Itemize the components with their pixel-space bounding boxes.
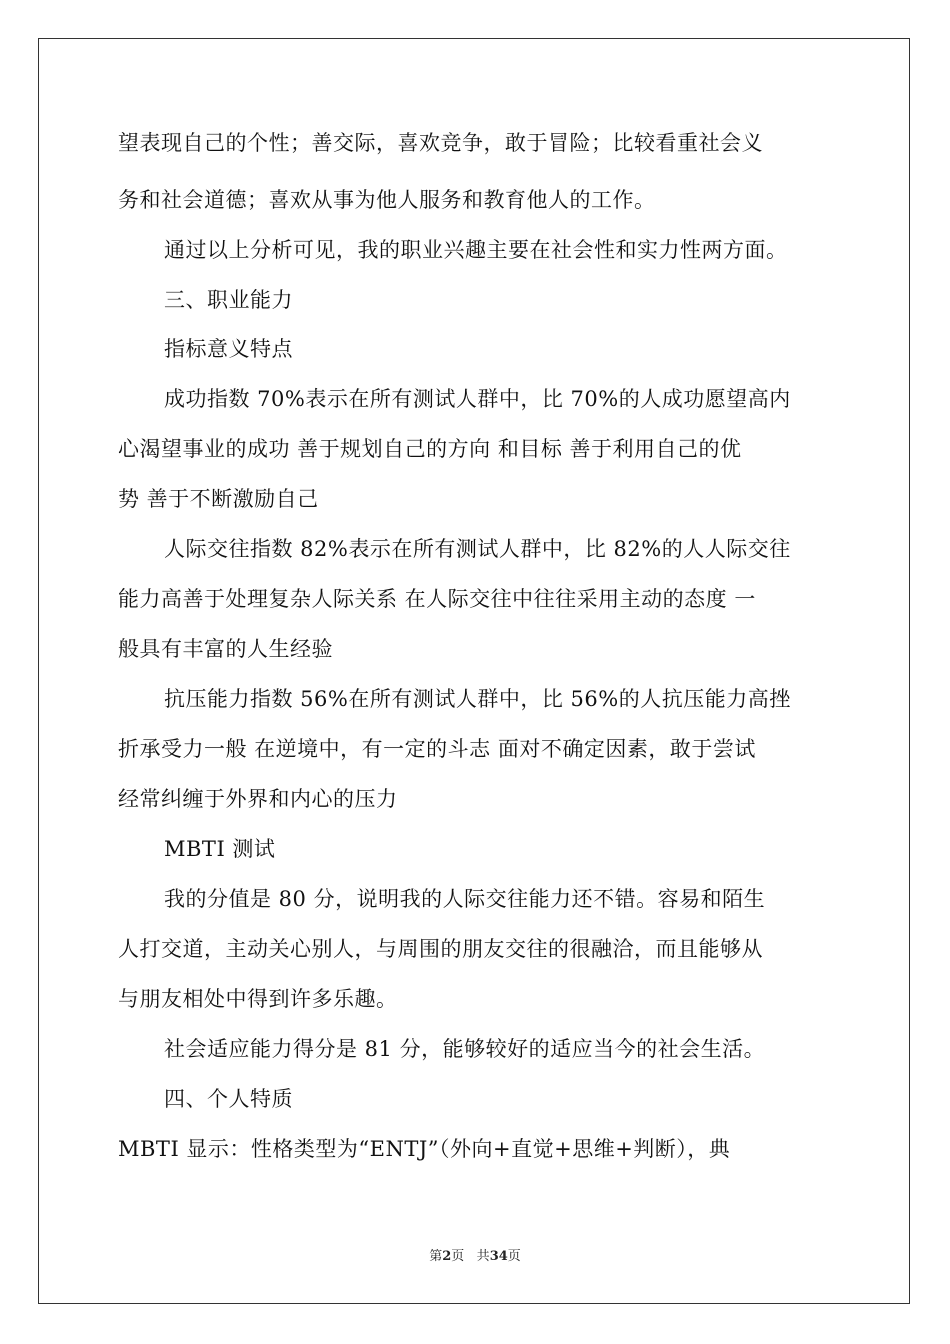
section-heading: 四、个人特质 bbox=[164, 1087, 293, 1111]
text-line: 经常纠缠于外界和内心的压力 bbox=[118, 787, 398, 811]
text-line: 社会适应能力得分是 81 分，能够较好的适应当今的社会生活。 bbox=[164, 1037, 766, 1061]
total-prefix: 共 bbox=[476, 1249, 490, 1264]
text-line: MBTI 显示：性格类型为“ENTJ”（外向+直觉+思维+判断），典 bbox=[118, 1137, 731, 1161]
text-line: 成功指数 70%表示在所有测试人群中，比 70%的人成功愿望高内 bbox=[164, 387, 791, 411]
text-line: 人际交往指数 82%表示在所有测试人群中，比 82%的人人际交往 bbox=[164, 537, 791, 561]
text-line: 势 善于不断激励自己 bbox=[118, 487, 319, 511]
text-line: 般具有丰富的人生经验 bbox=[118, 637, 333, 661]
page-border bbox=[38, 38, 910, 1304]
text-line: 通过以上分析可见，我的职业兴趣主要在社会性和实力性两方面。 bbox=[164, 238, 788, 262]
text-line: 望表现自己的个性；善交际，喜欢竞争，敢于冒险；比较看重社会义 bbox=[118, 131, 763, 155]
total-pages: 34 bbox=[489, 1249, 508, 1264]
page-suffix: 页 bbox=[451, 1249, 465, 1264]
text-line: MBTI 测试 bbox=[164, 837, 276, 861]
total-suffix: 页 bbox=[507, 1249, 521, 1264]
page-prefix: 第 bbox=[429, 1249, 443, 1264]
page-number: 2 bbox=[442, 1249, 452, 1264]
section-heading: 三、职业能力 bbox=[164, 288, 293, 312]
text-line: 我的分值是 80 分，说明我的人际交往能力还不错。容易和陌生 bbox=[164, 887, 766, 911]
text-line: 人打交道，主动关心别人，与周围的朋友交往的很融洽，而且能够从 bbox=[118, 937, 763, 961]
text-line: 与朋友相处中得到许多乐趣。 bbox=[118, 987, 398, 1011]
text-line: 务和社会道德；喜欢从事为他人服务和教育他人的工作。 bbox=[118, 188, 656, 212]
text-line: 心渴望事业的成功 善于规划自己的方向 和目标 善于利用自己的优 bbox=[118, 437, 742, 461]
page-footer bbox=[0, 1245, 950, 1264]
text-line: 能力高善于处理复杂人际关系 在人际交往中往往采用主动的态度 一 bbox=[118, 587, 756, 611]
text-line: 抗压能力指数 56%在所有测试人群中，比 56%的人抗压能力高挫 bbox=[164, 687, 791, 711]
text-line: 指标意义特点 bbox=[164, 337, 293, 361]
text-line: 折承受力一般 在逆境中，有一定的斗志 面对不确定因素，敢于尝试 bbox=[118, 737, 756, 761]
